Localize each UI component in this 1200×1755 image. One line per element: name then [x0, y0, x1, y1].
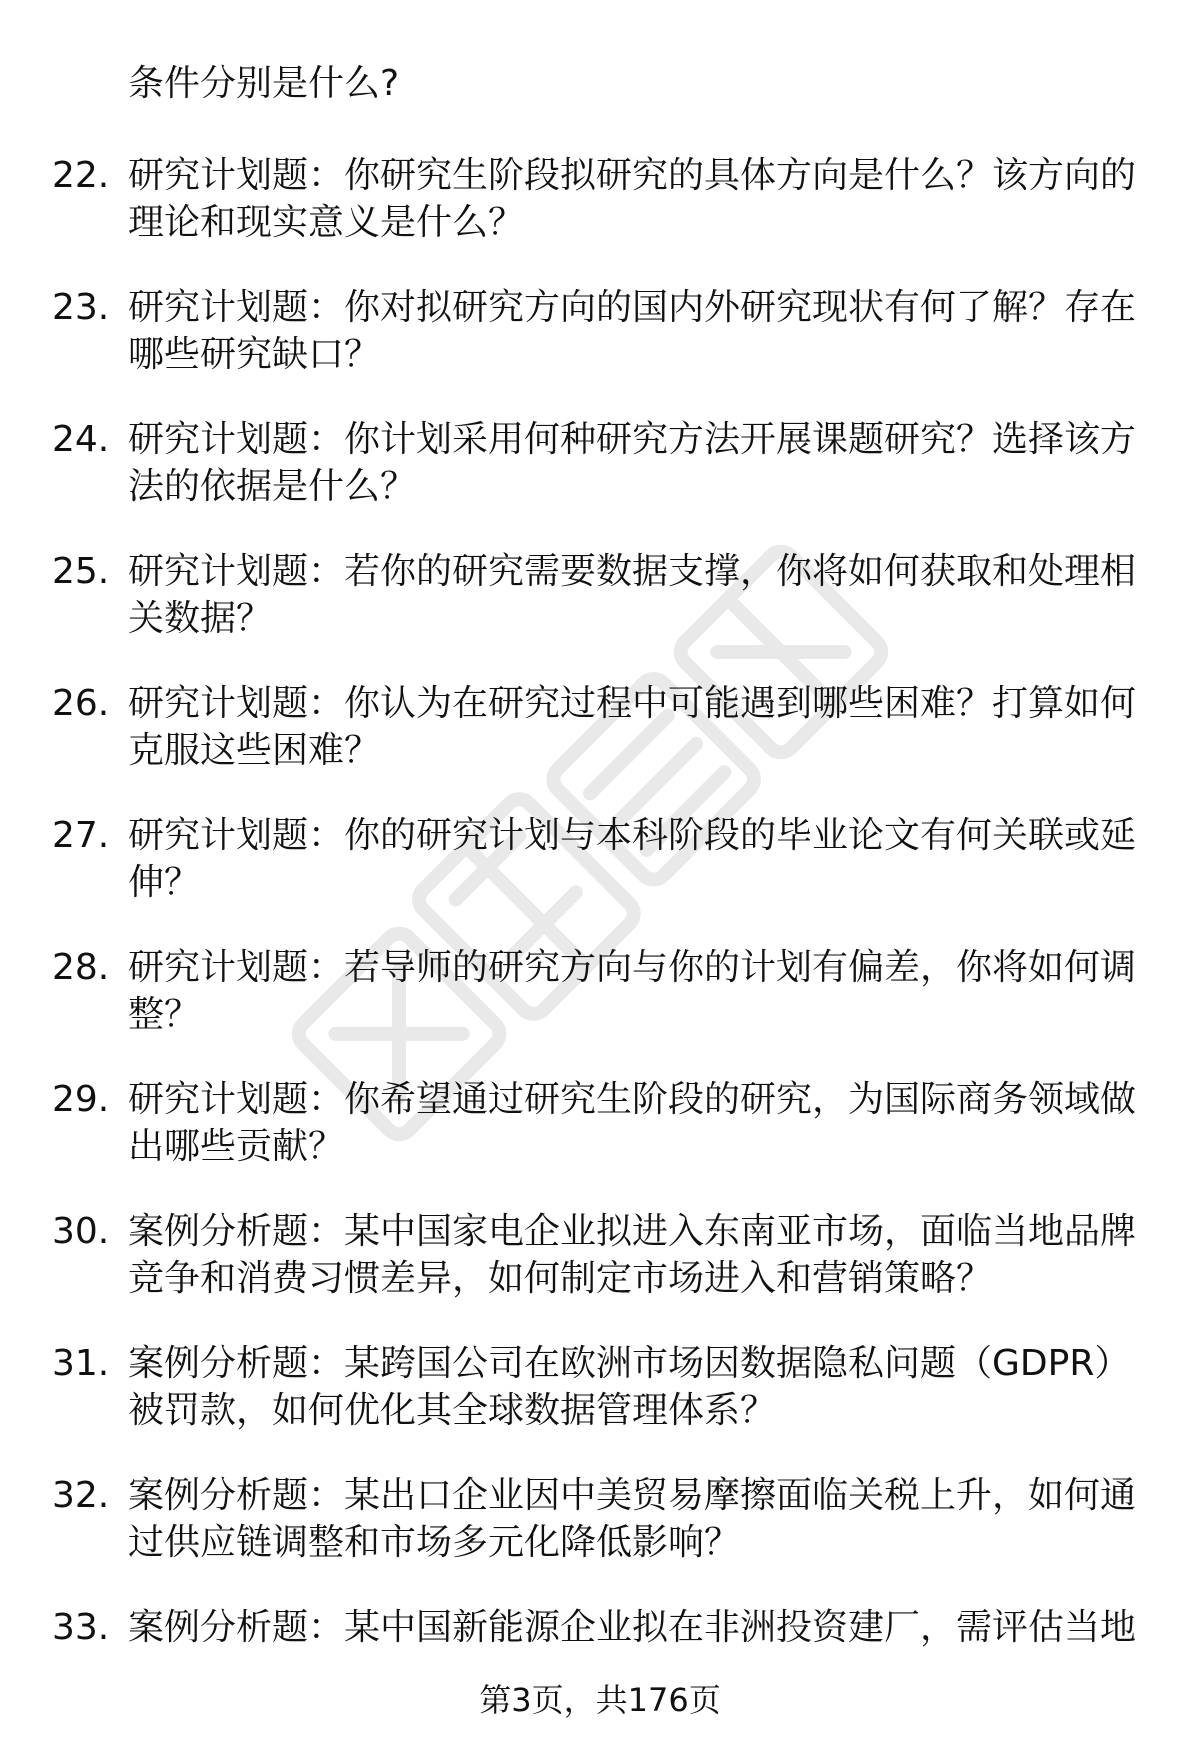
question-number: 32. [52, 1475, 110, 1516]
question-number: 33. [52, 1607, 110, 1648]
question-text-line2: 哪些研究缺口？ [128, 334, 381, 375]
question-text-line1: 案例分析题：某中国新能源企业拟在非洲投资建厂，需评估当地 [128, 1607, 1137, 1648]
question-text-line1: 研究计划题：你研究生阶段拟研究的具体方向是什么？该方向的 [128, 155, 1137, 196]
list-item [0, 1076, 1200, 1208]
question-number: 31. [52, 1343, 110, 1384]
question-text-line1: 研究计划题：你认为在研究过程中可能遇到哪些困难？打算如何 [128, 683, 1137, 724]
question-text-line2: 被罚款，如何优化其全球数据管理体系？ [128, 1390, 777, 1431]
list-item [0, 416, 1200, 548]
list-item [0, 548, 1200, 680]
question-number: 28. [52, 947, 110, 988]
question-text-line1: 研究计划题：你对拟研究方向的国内外研究现状有何了解？存在 [128, 287, 1137, 328]
question-number: 29. [52, 1079, 110, 1120]
page-footer: 第3页，共176页 [479, 1681, 721, 1719]
question-text-line2: 伸？ [128, 862, 201, 903]
question-text-line1: 研究计划题：你计划采用何种研究方法开展课题研究？选择该方 [128, 419, 1137, 460]
question-number: 27. [52, 815, 110, 856]
list-item [0, 680, 1200, 812]
list-item [0, 1208, 1200, 1340]
question-text-line2: 过供应链调整和市场多元化降低影响？ [128, 1522, 741, 1563]
list-item [0, 812, 1200, 944]
question-text-line1: 案例分析题：某中国家电企业拟进入东南亚市场，面临当地品牌 [128, 1211, 1137, 1252]
question-text-line2: 出哪些贡献？ [128, 1126, 345, 1167]
question-text-line1: 案例分析题：某跨国公司在欧洲市场因数据隐私问题（GDPR） [128, 1343, 1131, 1384]
continuation-text: 条件分别是什么? [128, 63, 400, 104]
question-text-line1: 研究计划题：你的研究计划与本科阶段的毕业论文有何关联或延 [128, 815, 1137, 856]
question-list [0, 152, 1200, 1736]
question-number: 24. [52, 419, 110, 460]
question-text-line1: 研究计划题：若你的研究需要数据支撑，你将如何获取和处理相 [128, 551, 1137, 592]
list-item [0, 944, 1200, 1076]
question-text-line2: 竞争和消费习惯差异，如何制定市场进入和营销策略？ [128, 1258, 993, 1299]
question-number: 26. [52, 683, 110, 724]
question-text-line2: 法的依据是什么？ [128, 466, 417, 507]
question-text-line1: 案例分析题：某出口企业因中美贸易摩擦面临关税上升，如何通 [128, 1475, 1137, 1516]
question-number: 25. [52, 551, 110, 592]
question-text-line2: 关数据？ [128, 598, 273, 639]
question-text-line2: 理论和现实意义是什么？ [128, 202, 525, 243]
list-item [0, 152, 1200, 284]
question-number: 23. [52, 287, 110, 328]
list-item [0, 1340, 1200, 1472]
list-item [0, 284, 1200, 416]
question-number: 22. [52, 155, 110, 196]
list-item [0, 1472, 1200, 1604]
question-text-line2: 克服这些困难？ [128, 730, 381, 771]
question-text-line2: 整？ [128, 994, 201, 1035]
question-text-line1: 研究计划题：若导师的研究方向与你的计划有偏差，你将如何调 [128, 947, 1137, 988]
question-text-line1: 研究计划题：你希望通过研究生阶段的研究，为国际商务领域做 [128, 1079, 1137, 1120]
question-number: 30. [52, 1211, 110, 1252]
